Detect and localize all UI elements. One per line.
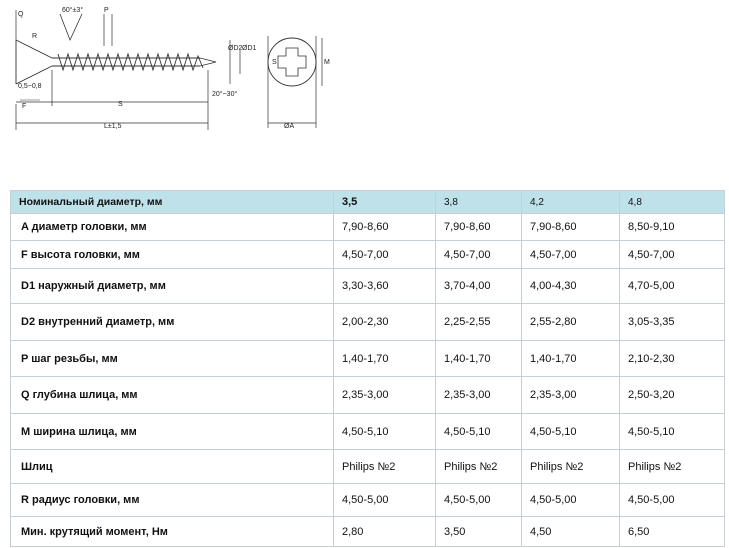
- row-value: 8,50-9,10: [620, 214, 725, 241]
- table-row: [11, 241, 725, 269]
- row-value: 4,50-5,10: [620, 414, 725, 450]
- row-value: 4,50-7,00: [522, 241, 620, 269]
- row-value: 4,50-7,00: [334, 241, 436, 269]
- row-value: Philips №2: [620, 450, 725, 484]
- row-value: 2,55-2,80: [522, 304, 620, 341]
- row-value: 7,90-8,60: [436, 214, 522, 241]
- row-value: 4,50-5,00: [620, 484, 725, 517]
- row-value: 2,35-3,00: [334, 377, 436, 414]
- row-value: 4,50-7,00: [436, 241, 522, 269]
- label-slot-s: S: [272, 59, 277, 66]
- header-size-4-8: 4,8: [620, 191, 725, 214]
- screw-spec-table: [10, 190, 725, 547]
- pitch-mark: [104, 14, 112, 46]
- row-value: 4,50-7,00: [620, 241, 725, 269]
- screw-thread: [58, 54, 203, 70]
- row-label: F высота головки, мм: [11, 241, 334, 269]
- table-row: [11, 304, 725, 341]
- row-label: Q глубина шлица, мм: [11, 377, 334, 414]
- header-label: Номинальный диаметр, мм: [11, 191, 334, 214]
- header-size-3-5: 3,5: [334, 191, 436, 214]
- row-value: 2,35-3,00: [436, 377, 522, 414]
- label-r: R: [32, 33, 38, 40]
- table-row: [11, 341, 725, 377]
- row-value: 7,90-8,60: [334, 214, 436, 241]
- row-value: 2,80: [334, 517, 436, 547]
- row-value: 1,40-1,70: [522, 341, 620, 377]
- row-label: Шлиц: [11, 450, 334, 484]
- row-value: 2,00-2,30: [334, 304, 436, 341]
- row-value: 4,50-5,00: [334, 484, 436, 517]
- row-value: 4,50: [522, 517, 620, 547]
- row-value: 1,40-1,70: [436, 341, 522, 377]
- label-d1: ØD1: [242, 45, 257, 52]
- row-value: Philips №2: [522, 450, 620, 484]
- row-value: 3,30-3,60: [334, 269, 436, 304]
- label-d2: ØD2: [228, 45, 243, 52]
- row-value: 2,10-2,30: [620, 341, 725, 377]
- label-f: F: [22, 103, 27, 110]
- row-value: 2,25-2,55: [436, 304, 522, 341]
- table-row: [11, 269, 725, 304]
- header-size-3-8: 3,8: [436, 191, 522, 214]
- header-size-4-2: 4,2: [522, 191, 620, 214]
- label-q: Q: [18, 11, 24, 18]
- row-value: 6,50: [620, 517, 725, 547]
- thread-angle-mark: [60, 14, 82, 40]
- screw-technical-drawing: [0, 0, 729, 185]
- row-value: 4,50-5,00: [522, 484, 620, 517]
- row-label: D2 внутренний диаметр, мм: [11, 304, 334, 341]
- row-label: P шаг резьбы, мм: [11, 341, 334, 377]
- row-label: M ширина шлица, мм: [11, 414, 334, 450]
- label-s: S: [118, 101, 123, 108]
- row-value: 4,50-5,10: [436, 414, 522, 450]
- row-value: 4,50-5,10: [334, 414, 436, 450]
- row-value: 7,90-8,60: [522, 214, 620, 241]
- label-a: ØA: [284, 123, 295, 130]
- row-value: 4,70-5,00: [620, 269, 725, 304]
- row-label: Мин. крутящий момент, Нм: [11, 517, 334, 547]
- screw-head-cone: [16, 40, 52, 84]
- row-value: 3,05-3,35: [620, 304, 725, 341]
- table-row: [11, 214, 725, 241]
- phillips-slot: [278, 48, 306, 76]
- row-value: Philips №2: [436, 450, 522, 484]
- table-row: [11, 484, 725, 517]
- label-length: L±1,5: [104, 123, 122, 130]
- table-row: [11, 377, 725, 414]
- row-value: 1,40-1,70: [334, 341, 436, 377]
- row-value: 3,50: [436, 517, 522, 547]
- label-head-range: 0,5~0,8: [18, 83, 42, 90]
- head-view-dims: [268, 36, 322, 128]
- row-value: 4,50-5,10: [522, 414, 620, 450]
- spec-table-body: [11, 191, 725, 547]
- row-value: 2,35-3,00: [522, 377, 620, 414]
- label-slot-m: M: [324, 59, 330, 66]
- row-value: 3,70-4,00: [436, 269, 522, 304]
- row-value: Philips №2: [334, 450, 436, 484]
- label-p: P: [104, 7, 109, 14]
- table-header-row: [11, 191, 725, 214]
- row-label: D1 наружный диаметр, мм: [11, 269, 334, 304]
- row-value: 4,00-4,30: [522, 269, 620, 304]
- row-value: 2,50-3,20: [620, 377, 725, 414]
- table-row: [11, 450, 725, 484]
- screw-tip: [200, 58, 216, 66]
- screw-drawing-svg: [0, 0, 729, 185]
- row-value: 4,50-5,00: [436, 484, 522, 517]
- row-label: A диаметр головки, мм: [11, 214, 334, 241]
- table-row: [11, 414, 725, 450]
- table-row: [11, 517, 725, 547]
- label-tip-angle: 20°~30°: [212, 91, 238, 98]
- row-label: R радиус головки, мм: [11, 484, 334, 517]
- label-angle: 60°±3°: [62, 7, 84, 14]
